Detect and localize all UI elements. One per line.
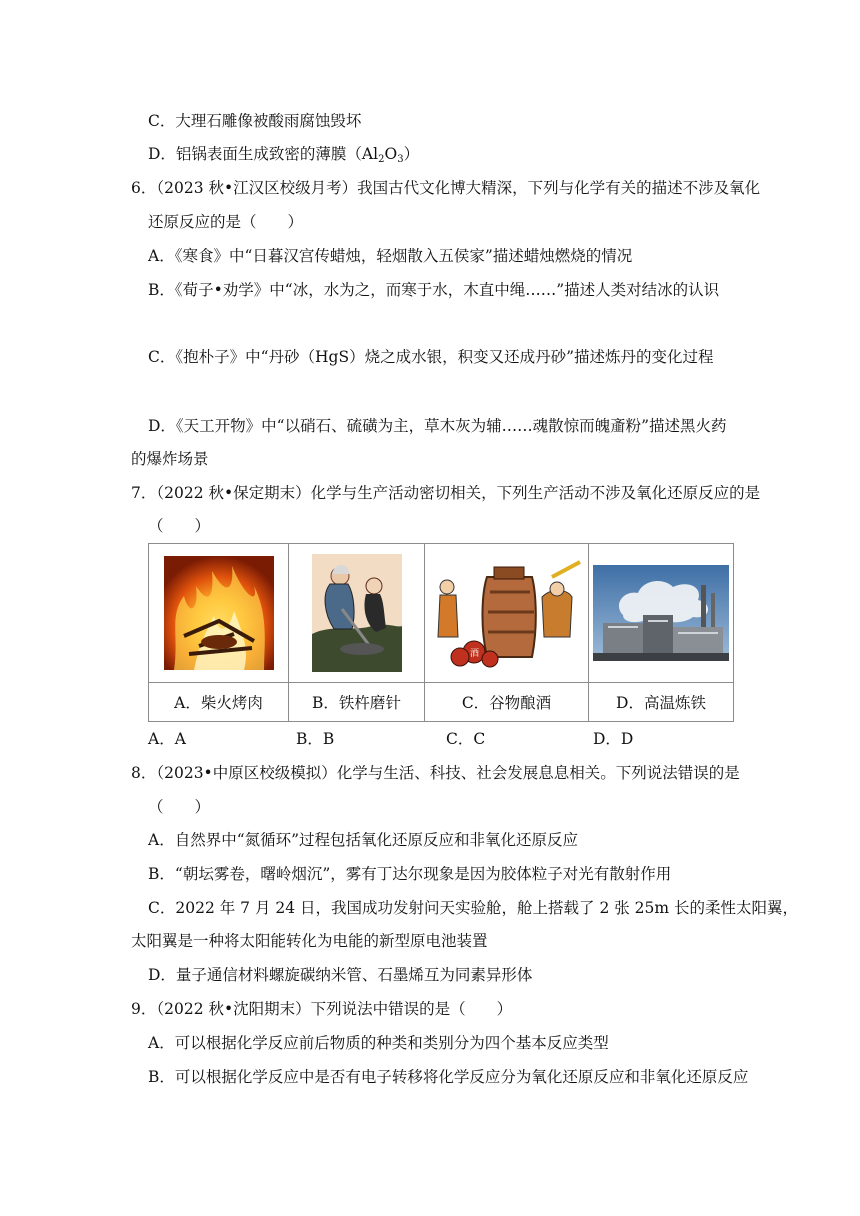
- iron-smelting-plant-icon: [593, 565, 729, 661]
- grinding-iron-pestle-icon: [312, 554, 402, 672]
- caption-d: D．高温炼铁: [589, 683, 734, 722]
- question-6-option-d: D．《天工开物》中“以硝石、硫磺为主，草木灰为辅……魂散惊而魄齑粉”描述黑火药: [148, 417, 727, 435]
- question-7-answer-b: B．B: [296, 730, 335, 748]
- question-8-stem-cont: （ ）: [148, 798, 211, 816]
- question-6-option-c: C．《抱朴子》中“丹砂（HgS）烧之成水银，积变又还成丹砂”描述炼丹的变化过程: [148, 348, 714, 366]
- caption-c: C．谷物酿酒: [425, 683, 589, 722]
- subscript-3: 3: [397, 154, 404, 165]
- caption-b: B．铁杵磨针: [289, 683, 425, 722]
- question-9-option-b: B．可以根据化学反应中是否有电子转移将化学反应分为氧化还原反应和非氧化还原反应: [148, 1068, 749, 1086]
- question-6-option-a: A．《寒食》中“日暮汉宫传蜡烛，轻烟散入五侯家”描述蜡烛燃烧的情况: [148, 247, 633, 265]
- question-7-stem: 7．（2022 秋•保定期末）化学与生产活动密切相关，下列生产活动不涉及氧化还原反应的是: [131, 484, 761, 502]
- caption-a: A．柴火烤肉: [149, 683, 289, 722]
- cell-image-c: [425, 544, 589, 683]
- question-8-option-b: B．“朝坛雾卷，曙岭烟沉”，雾有丁达尔现象是因为胶体粒子对光有散射作用: [148, 865, 672, 883]
- question-6-stem: 6．（2023 秋•江汉区校级月考）我国古代文化博大精深，下列与化学有关的描述不涉及氧化: [131, 179, 761, 197]
- svg-text:酒: 酒: [469, 649, 479, 659]
- cell-image-d: [589, 544, 734, 683]
- question-7-answer-c: C．C: [446, 730, 486, 748]
- question-6-option-b: B．《荀子•劝学》中“冰，水为之，而寒于水，木直中绳……”描述人类对结冰的认识: [148, 281, 720, 299]
- question-8-option-c: C．2022 年 7 月 24 日，我国成功发射问天实验舱，舱上搭载了 2 张 25m 长的柔性太阳翼，: [148, 899, 799, 917]
- cell-image-b: [289, 544, 425, 683]
- question-7-stem-cont: （ ）: [148, 517, 211, 535]
- question-8-stem: 8．（2023•中原区校级模拟）化学与生活、科技、社会发展息息相关。下列说法错误的是: [131, 764, 740, 782]
- option-c-prev: C．大理石雕像被酸雨腐蚀毁坏: [148, 112, 362, 130]
- option-d-prev: [148, 143, 419, 171]
- cell-image-a: [149, 544, 289, 683]
- question-8-option-d: D．量子通信材料螺旋碳纳米管、石墨烯互为同素异形体: [148, 966, 533, 984]
- fire-roasting-meat-icon: [164, 556, 274, 670]
- question-8-option-c-cont: 太阳翼是一种将太阳能转化为电能的新型原电池装置: [131, 932, 488, 950]
- oxygen-symbol: O: [384, 145, 398, 163]
- question-9-option-a: A．可以根据化学反应前后物质的种类和类别分为四个基本反应类型: [148, 1034, 609, 1052]
- question-7-answer-a: A．A: [148, 730, 186, 748]
- subscript-2: 2: [378, 154, 385, 165]
- question-6-option-d-cont: 的爆炸场景: [131, 450, 209, 468]
- question-7-image-table: [148, 543, 734, 722]
- grain-brewing-wine-icon: [432, 557, 582, 669]
- option-d-text: D．铝锅表面生成致密的薄膜（Al: [148, 145, 379, 163]
- close-paren: ）: [403, 145, 420, 163]
- question-7-answer-d: D．D: [593, 730, 634, 748]
- question-9-stem: 9．（2022 秋•沈阳期末）下列说法中错误的是（ ）: [131, 1000, 513, 1018]
- question-8-option-a: A．自然界中“氮循环”过程包括氧化还原反应和非氧化还原反应: [148, 831, 579, 849]
- question-6-stem-cont: 还原反应的是（ ）: [148, 213, 304, 231]
